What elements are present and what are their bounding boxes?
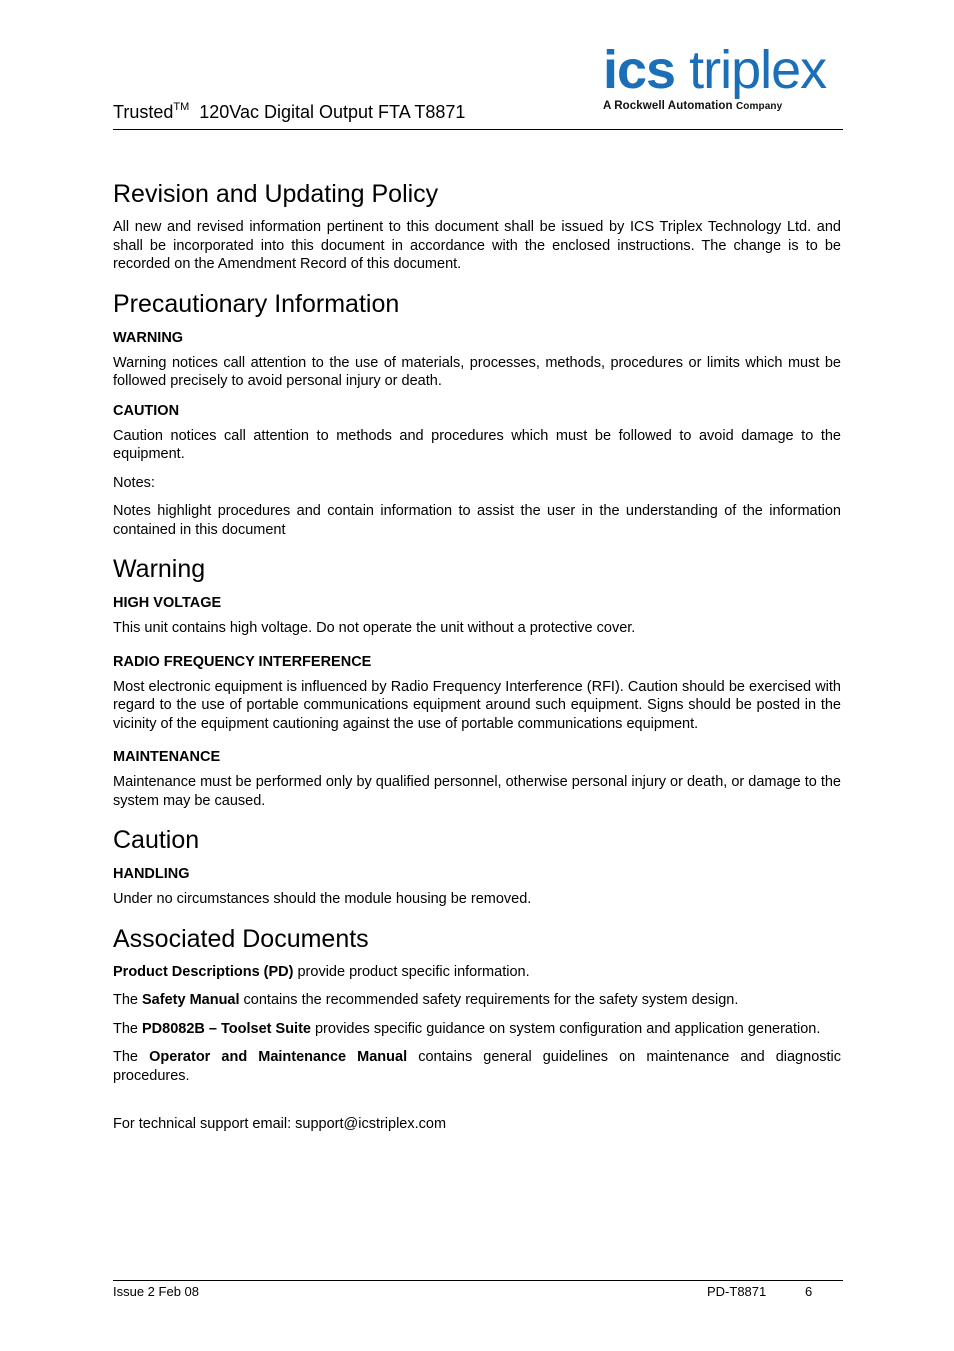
high-voltage-label: HIGH VOLTAGE xyxy=(113,595,222,611)
caution-label: CAUTION xyxy=(113,402,180,419)
maintenance-label: MAINTENANCE xyxy=(113,749,221,765)
heading-warning: Warning xyxy=(113,555,206,583)
trademark-superscript: TM xyxy=(173,101,190,113)
logo-tagline: A Rockwell Automation Company xyxy=(603,100,783,112)
page-header xyxy=(113,40,843,130)
rfi-label: RADIO FREQUENCY INTERFERENCE xyxy=(113,653,372,670)
page-number: 6 xyxy=(805,1284,813,1299)
technical-support-line: For technical support email: support@icstriplex.com xyxy=(113,1116,447,1132)
product-descriptions-line: Product Descriptions (PD) provide product specific information. xyxy=(113,963,530,980)
safety-manual-line: The Safety Manual contains the recommended safety requirements for the safety system design. xyxy=(113,992,739,1008)
page-content xyxy=(113,178,841,1144)
toolset-suite-line: The PD8082B – Toolset Suite provides specific guidance on system configuration and application generation. xyxy=(113,1020,821,1037)
heading-precautionary-information: Precautionary Information xyxy=(113,289,400,318)
handling-body: Under no circumstances should the module housing be removed. xyxy=(113,891,532,907)
page-footer xyxy=(113,1280,843,1299)
heading-associated-documents: Associated Documents xyxy=(113,924,369,953)
high-voltage-body: This unit contains high voltage. Do not operate the unit without a protective cover. xyxy=(113,620,636,636)
logo-wordmark: ics triplex xyxy=(603,40,827,100)
document-code: PD-T8871 xyxy=(707,1284,767,1299)
heading-revision-policy: Revision and Updating Policy xyxy=(113,180,439,208)
maintenance-body: Maintenance must be performed only by qualified personnel, otherwise personal injury or death, or damage to the system may be caused. xyxy=(113,774,841,809)
document-title: Trusted™ 120Vac Digital Output FTA T8871 xyxy=(113,101,466,122)
issue-date: Issue 2 Feb 08 xyxy=(113,1284,199,1299)
notes-body: Notes highlight procedures and contain information to assist the user in the understanding of the information contained in this document xyxy=(113,503,841,538)
ics-triplex-logo xyxy=(603,40,839,122)
operator-maintenance-manual-line: The Operator and Maintenance Manual contains general guidelines on maintenance and diagnostic procedures. xyxy=(113,1049,842,1084)
heading-caution: Caution xyxy=(113,826,200,854)
revision-policy-body: All new and revised information pertinent to this document shall be issued by ICS Triplex Technology Ltd. and shall be incorporated into this document in accordance with the enclosed instructions. The change is to be recorded on the Amendment Record of this document. xyxy=(113,219,841,272)
caution-notice-body: Caution notices call attention to methods and procedures which must be followed to avoid damage to the equipment. xyxy=(113,427,841,462)
warning-label: WARNING xyxy=(113,329,184,346)
warning-notice-body: Warning notices call attention to the use of materials, processes, methods, procedures or limits which must be followed precisely to avoid personal injury or death. xyxy=(113,354,841,389)
notes-label: Notes: xyxy=(113,474,155,491)
handling-label: HANDLING xyxy=(113,866,190,882)
rfi-body: Most electronic equipment is influenced by Radio Frequency Interference (RFI). Caution should be exercised with regard to the use of portable communications equipment around such equipment. Signs should be posted in the vicinity of the equipment cautioning against the use of portable communications equipment. xyxy=(113,678,841,732)
